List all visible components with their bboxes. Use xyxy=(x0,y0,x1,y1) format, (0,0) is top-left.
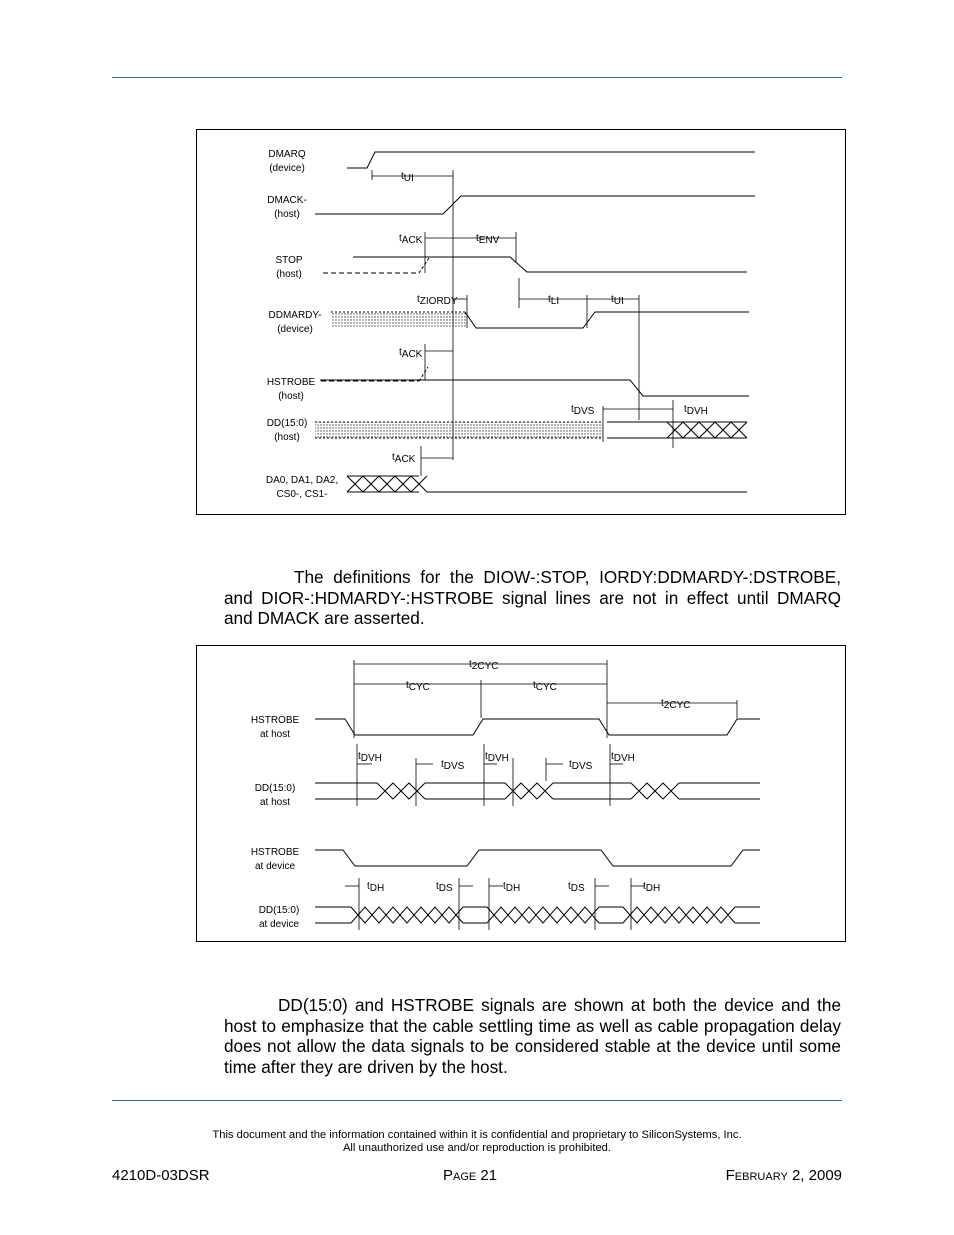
t2cyc-right-label: t2CYC xyxy=(661,698,691,711)
label-dd-device-1: DD(15:0) xyxy=(258,905,300,916)
notice-line-2: All unauthorized use and/or reproduction is prohibited. xyxy=(342,1142,612,1154)
notice-line-1: This document and the information contained within it is confidential and proprietary to SiliconSystems, Inc. xyxy=(212,1129,742,1141)
da-transitions xyxy=(347,476,427,492)
tdvh-label: tDVH xyxy=(684,404,708,417)
tui-label-1: tUI xyxy=(401,171,414,184)
doc-number: 4210D-03DSR xyxy=(112,1167,210,1184)
tdvs-label-a: tDVS xyxy=(441,759,465,772)
wave-stop xyxy=(353,257,747,272)
signal-labels xyxy=(266,149,338,500)
label-dd-2: (host) xyxy=(274,432,300,443)
label-ddmardy-1: DDMARDY- xyxy=(268,310,322,321)
tack-label-1: tACK xyxy=(399,233,423,246)
tziordy-label: tZIORDY xyxy=(417,294,458,307)
label-ddmardy-2: (device) xyxy=(277,324,313,335)
timing-labels-2 xyxy=(358,659,690,894)
dd-undefined xyxy=(315,422,603,438)
timing-diagram-2 xyxy=(196,645,846,942)
label-hstrobe-host-2: at host xyxy=(259,729,291,740)
dd-data-valid xyxy=(667,422,747,438)
tack-label-2: tACK xyxy=(399,347,423,360)
wave-hstrobe-dashed-edge xyxy=(419,367,428,381)
confidentiality-notice xyxy=(0,1129,954,1155)
footer-rule xyxy=(112,1100,842,1101)
label-dmack-1: DMACK- xyxy=(267,195,307,206)
tdvs-label-b: tDVS xyxy=(569,759,593,772)
wave-hstrobe xyxy=(320,380,749,396)
tdvs-label: tDVS xyxy=(571,404,595,417)
wave-hstrobe-host xyxy=(315,719,760,735)
wave-dmack xyxy=(315,196,755,214)
wave-ddmardy xyxy=(465,312,749,328)
label-dd-1: DD(15:0) xyxy=(266,418,308,429)
paragraph-1: The definitions for the DIOW-:STOP, IORDY:DDMARDY-:DSTROBE, and DIOR-:HDMARDY-:HSTROBE signal lines are not in effect until DMARQ and DMACK are asserted. xyxy=(224,567,841,628)
tdh-label-a: tDH xyxy=(367,881,385,894)
ddmardy-undefined xyxy=(331,312,466,328)
label-hstrobe-device-2: at device xyxy=(254,861,296,872)
tds-label-b: tDS xyxy=(568,881,585,894)
wave-dmarq xyxy=(347,152,755,168)
tdh-label-b: tDH xyxy=(503,881,521,894)
tdvh-label-c: tDVH xyxy=(611,751,635,764)
wave-hstrobe-device xyxy=(315,850,760,866)
tds-label-a: tDS xyxy=(436,881,453,894)
tui-label-2: tUI xyxy=(611,294,624,307)
header-rule xyxy=(112,77,842,78)
label-dd-host-2: at host xyxy=(259,797,291,808)
timing-diagram-2-svg xyxy=(197,646,845,941)
label-dmack-2: (host) xyxy=(274,209,300,220)
label-hstrobe-1: HSTROBE xyxy=(266,377,316,388)
label-stop-1: STOP xyxy=(275,255,303,266)
label-da-1: DA0, DA1, DA2, xyxy=(265,475,339,486)
tdvh-label-a: tDVH xyxy=(358,751,382,764)
waveforms xyxy=(315,152,755,492)
tdvh-label-b: tDVH xyxy=(485,751,509,764)
tdh-label-c: tDH xyxy=(643,881,661,894)
label-dd-host-1: DD(15:0) xyxy=(254,783,296,794)
label-dd-device-2: at device xyxy=(258,919,300,930)
wave-dd-host xyxy=(315,783,760,799)
timing-arrows-2 xyxy=(345,664,737,886)
t2cyc-top-label: t2CYC xyxy=(469,659,499,672)
wave-stop-dashed-edge xyxy=(419,258,429,273)
timing-diagram-1 xyxy=(196,129,846,515)
label-stop-2: (host) xyxy=(276,269,302,280)
label-hstrobe-device-1: HSTROBE xyxy=(250,847,300,858)
page-number: Page 21 xyxy=(443,1167,498,1184)
timing-diagram-1-svg xyxy=(197,130,845,514)
tcyc-label-2: tCYC xyxy=(533,680,557,693)
tli-label: tLI xyxy=(548,294,560,307)
label-hstrobe-host-1: HSTROBE xyxy=(250,715,300,726)
signal-labels-2 xyxy=(251,715,300,930)
tack-label-3: tACK xyxy=(392,452,416,465)
label-dmarq-1: DMARQ xyxy=(268,149,306,160)
wave-dd-device xyxy=(315,907,760,923)
tcyc-label-1: tCYC xyxy=(406,680,430,693)
label-hstrobe-2: (host) xyxy=(278,391,304,402)
tenv-label: tENV xyxy=(476,233,500,246)
label-dmarq-2: (device) xyxy=(269,163,305,174)
paragraph-2: DD(15:0) and HSTROBE signals are shown at both the device and the host to emphasize that the cable settling time as well as cable propagation delay does not allow the data signals to be considered stable at the device until some time after they are driven by the host. xyxy=(224,995,841,1077)
label-da-2: CS0-, CS1- xyxy=(276,489,328,500)
doc-date: February 2, 2009 xyxy=(725,1167,842,1184)
